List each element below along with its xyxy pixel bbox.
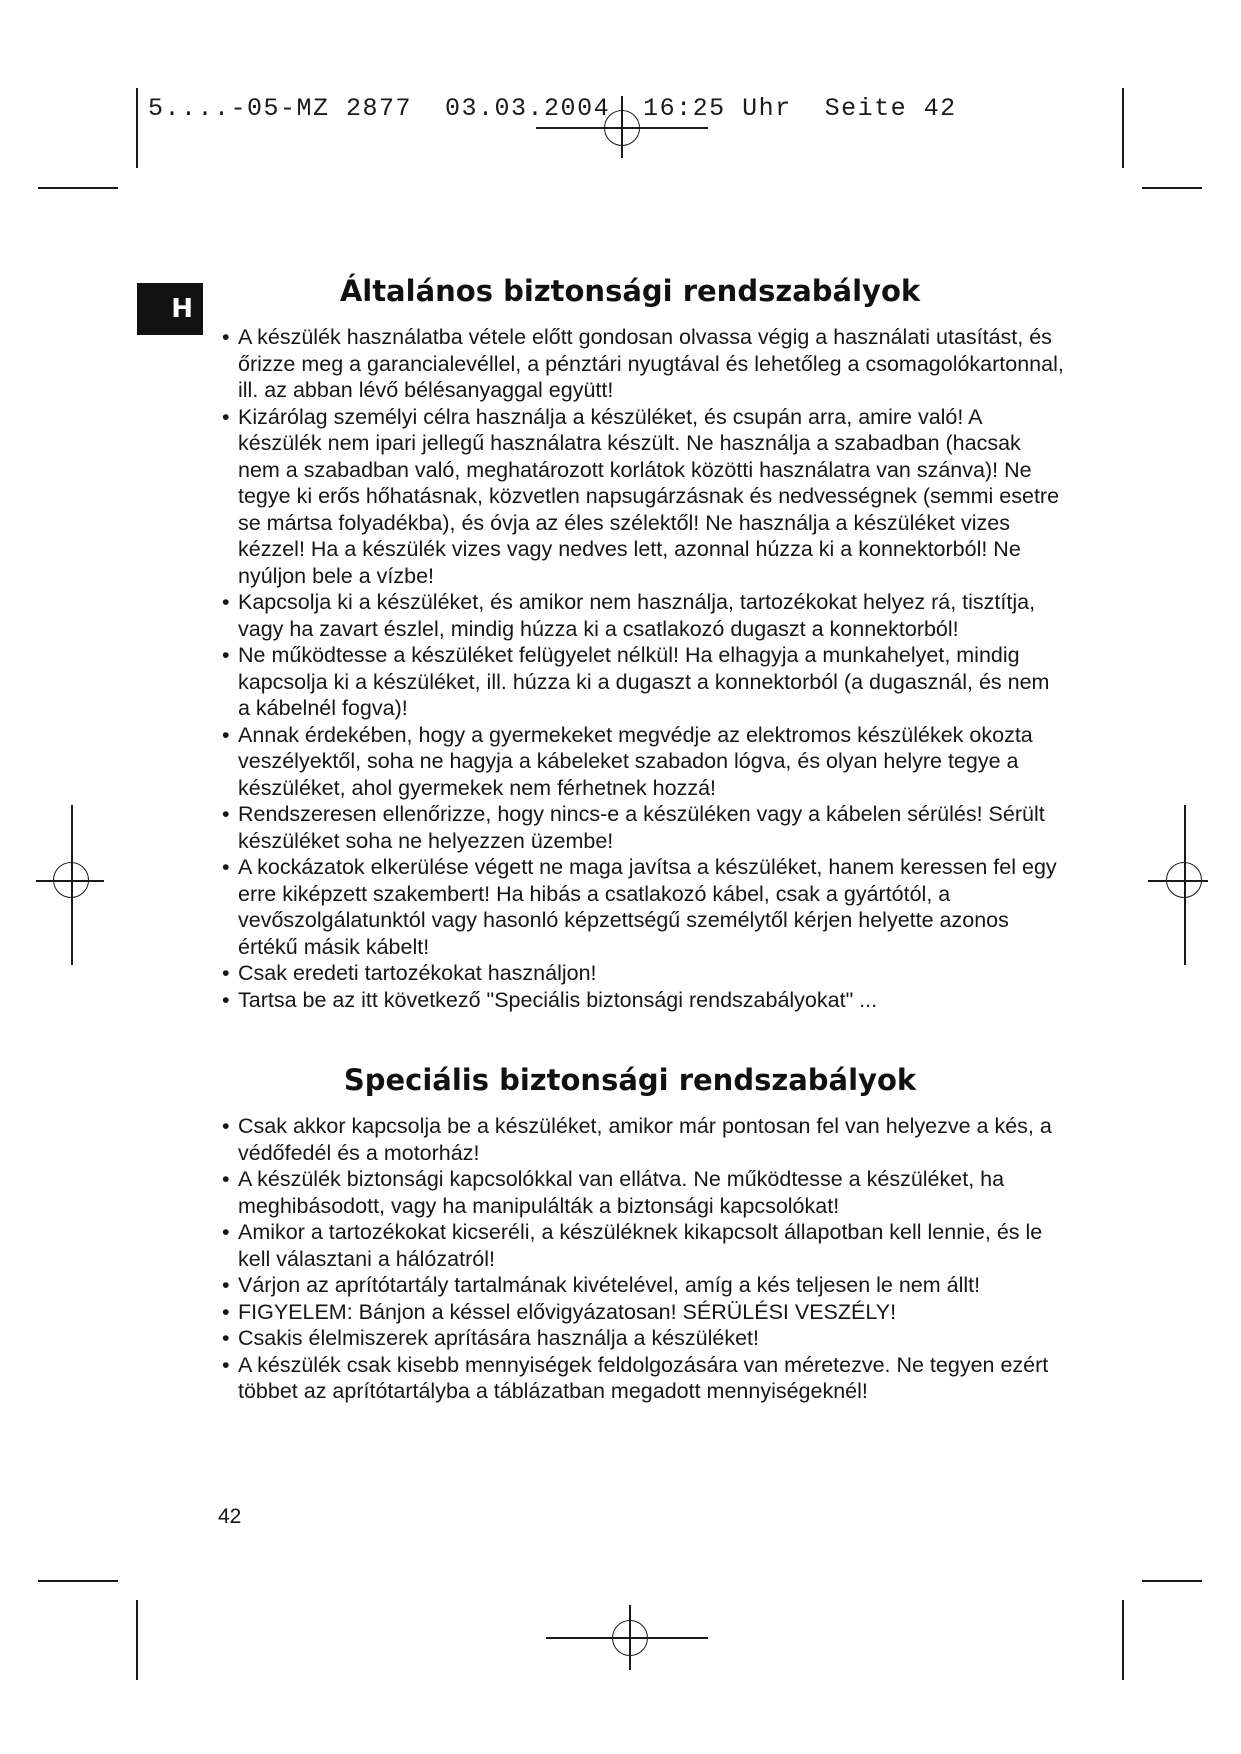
crop-mark-bottom-left-horizontal xyxy=(38,1580,118,1582)
list-item: • Annak érdekében, hogy a gyermekeket megvédje az elektromos készülékek okozta veszélyektől, soha ne hagyja a kábeleket szabadon lógva, és olyan helyre tegye a készüléket, ahol gyermekek nem férhetnek hozzá! xyxy=(222,722,1033,800)
list-item: • A készülék használatba vétele előtt gondosan olvassa végig a használati utasítást, és őrizze meg a garancialevéllel, a pénztári nyugtával és lehetőleg a csomagolókartonnal, ill. az abban lévő bélésanyaggal együtt! xyxy=(222,325,1064,402)
crop-mark-bottom-left-vertical xyxy=(136,1600,138,1680)
general-safety-heading: Általános biztonsági rendszabályok xyxy=(339,274,921,308)
list-item: • Amikor a tartozékokat kicseréli, a készüléknek kikapcsolt állapotban kell lennie, és le kell választani a hálózatról! xyxy=(222,1220,1043,1271)
list-item: • Ne működtesse a készüléket felügyelet nélkül! Ha elhagyja a munkahelyet, mindig kapcsolja ki a készüléket, ill. húzza ki a dugaszt a konnektorból (a dugasznál, és nem a kábelnél fogva)! xyxy=(222,643,1050,720)
list-item: • Tartsa be az itt következő "Speciális biztonsági rendszabályokat" ... xyxy=(222,987,878,1012)
language-tab: H xyxy=(137,283,203,335)
crop-mark-bottom-right-vertical xyxy=(1122,1600,1124,1680)
crop-mark-top-right-vertical xyxy=(1122,88,1124,168)
list-item: • A kockázatok elkerülése végett ne maga javítsa a készüléket, hanem keressen fel egy erre kiképzett szakembert! Ha hibás a csatlakozó kábel, csak a gyártótól, a vevőszolgálatunktól vagy hasonló képzettségű személytől kérjen helyette azonos értékű másik kábelt! xyxy=(222,855,1057,959)
crop-mark-top-left-vertical xyxy=(136,88,138,168)
list-item: • A készülék csak kisebb mennyiségek feldolgozására van méretezve. Ne tegyen ezért többet az aprítótartályba a táblázatban megadott mennyiségeknél! xyxy=(222,1352,1049,1403)
list-item: • Csakis élelmiszerek aprítására használja a készüléket! xyxy=(222,1326,760,1350)
special-safety-heading: Speciális biztonsági rendszabályok xyxy=(343,1063,917,1097)
print-slug: 5....-05-MZ 2877 03.03.2004 16:25 Uhr Seite 42 xyxy=(148,94,957,123)
crop-mark-top-left-horizontal xyxy=(38,187,118,189)
general-safety-list xyxy=(222,324,1067,1013)
crop-mark-top-right-horizontal xyxy=(1142,187,1202,189)
list-item: • Csak eredeti tartozékokat használjon! xyxy=(222,961,597,985)
special-safety-list xyxy=(222,1113,1067,1405)
list-item: • Várjon az aprítótartály tartalmának kivételével, amíg a kés teljesen le nem állt! xyxy=(222,1273,981,1297)
list-item: • A készülék biztonsági kapcsolókkal van ellátva. Ne működtesse a készüléket, ha meghibásodott, vagy ha manipulálták a biztonsági kapcsolókat! xyxy=(222,1167,1005,1218)
page-number: 42 xyxy=(218,1505,242,1528)
crop-mark-bottom-right-horizontal xyxy=(1142,1580,1202,1582)
list-item: • FIGYELEM: Bánjon a késsel elővigyázatosan! SÉRÜLÉSI VESZÉLY! xyxy=(222,1299,897,1324)
list-item: • Rendszeresen ellenőrizze, hogy nincs-e a készüléken vagy a kábelen sérülés! Sérült készüléket soha ne helyezzen üzembe! xyxy=(222,802,1045,853)
list-item: • Kizárólag személyi célra használja a készüléket, és csupán arra, amire való! A készülék nem ipari jellegű használatra készült. Ne használja a szabadban (hacsak nem a szabadban való, meghatározott korlátok közötti használatra van szánva)! Ne tegye ki erős hőhatásnak, közvetlen napsugárzásnak és nedvességnek (semmi esetre se mártsa folyadékba), és óvja az éles szélektől! Ne használja a készüléket vizes kézzel! Ha a készülék vizes vagy nedves lett, azonnal húzza ki a konnektorból! Ne nyúljon bele a vízbe! xyxy=(222,404,1060,588)
list-item: • Kapcsolja ki a készüléket, és amikor nem használja, tartozékokat helyez rá, tisztítja, vagy ha zavart észlel, mindig húzza ki a csatlakozó dugaszt a konnektorból! xyxy=(222,590,1036,641)
list-item: • Csak akkor kapcsolja be a készüléket, amikor már pontosan fel van helyezve a kés, a védőfedél és a motorház! xyxy=(222,1114,1052,1165)
